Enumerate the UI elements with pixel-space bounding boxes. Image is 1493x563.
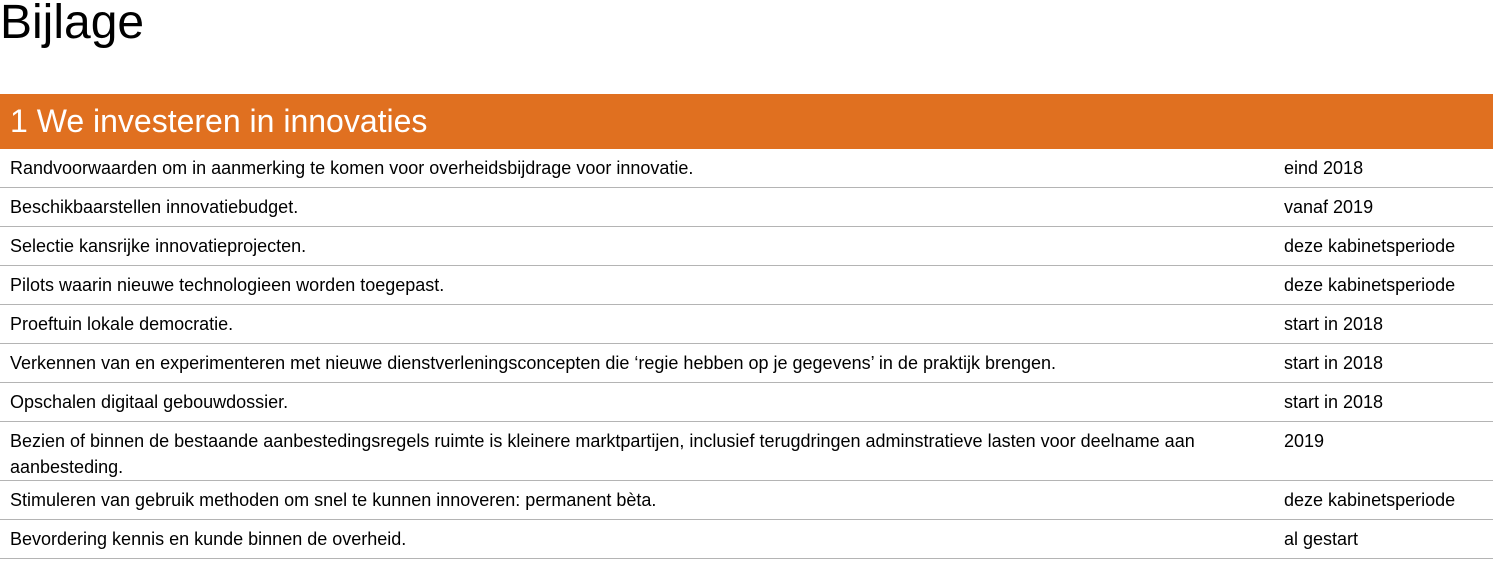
row-description: Selectie kansrijke innovatieprojecten.	[10, 236, 307, 256]
table-row	[0, 422, 1493, 481]
row-timing: deze kabinetsperiode	[1284, 275, 1456, 295]
row-description: Beschikbaarstellen innovatiebudget.	[10, 197, 299, 217]
table-row	[0, 266, 1493, 305]
row-timing: deze kabinetsperiode	[1284, 490, 1456, 510]
row-description: Pilots waarin nieuwe technologieen worden toegepast.	[10, 275, 445, 295]
table-row	[0, 481, 1493, 520]
row-timing: vanaf 2019	[1284, 197, 1374, 217]
table-row	[0, 227, 1493, 266]
row-timing: eind 2018	[1284, 158, 1364, 178]
section-header: 1 We investeren in innovaties	[0, 94, 1493, 149]
row-description: Randvoorwaarden om in aanmerking te komen voor overheidsbijdrage voor innovatie.	[10, 158, 694, 178]
table-row	[0, 520, 1493, 559]
row-description: Verkennen van en experimenteren met nieuwe dienstverleningsconcepten die ‘regie hebben op je gegevens’ in de praktijk brengen.	[10, 353, 1057, 373]
row-description: Opschalen digitaal gebouwdossier.	[10, 392, 289, 412]
row-description: Bezien of binnen de bestaande aanbestedingsregels ruimte is kleinere marktpartijen, inclusief terugdringen adminstratieve lasten voor deelname aan aanbesteding.	[10, 431, 1195, 477]
table-row	[0, 305, 1493, 344]
row-timing: deze kabinetsperiode	[1284, 236, 1456, 256]
row-description: Proeftuin lokale democratie.	[10, 314, 234, 334]
row-timing: 2019	[1284, 431, 1325, 451]
action-table	[0, 149, 1493, 559]
row-timing: start in 2018	[1284, 392, 1384, 412]
row-timing: start in 2018	[1284, 353, 1384, 373]
row-description: Bevordering kennis en kunde binnen de overheid.	[10, 529, 407, 549]
innovation-section	[0, 94, 1493, 559]
row-timing: start in 2018	[1284, 314, 1384, 334]
table-row	[0, 344, 1493, 383]
row-timing: al gestart	[1284, 529, 1359, 549]
table-row	[0, 149, 1493, 188]
page-title: Bijlage	[0, 0, 145, 49]
row-description: Stimuleren van gebruik methoden om snel te kunnen innoveren: permanent bèta.	[10, 490, 657, 510]
table-row	[0, 188, 1493, 227]
table-row	[0, 383, 1493, 422]
